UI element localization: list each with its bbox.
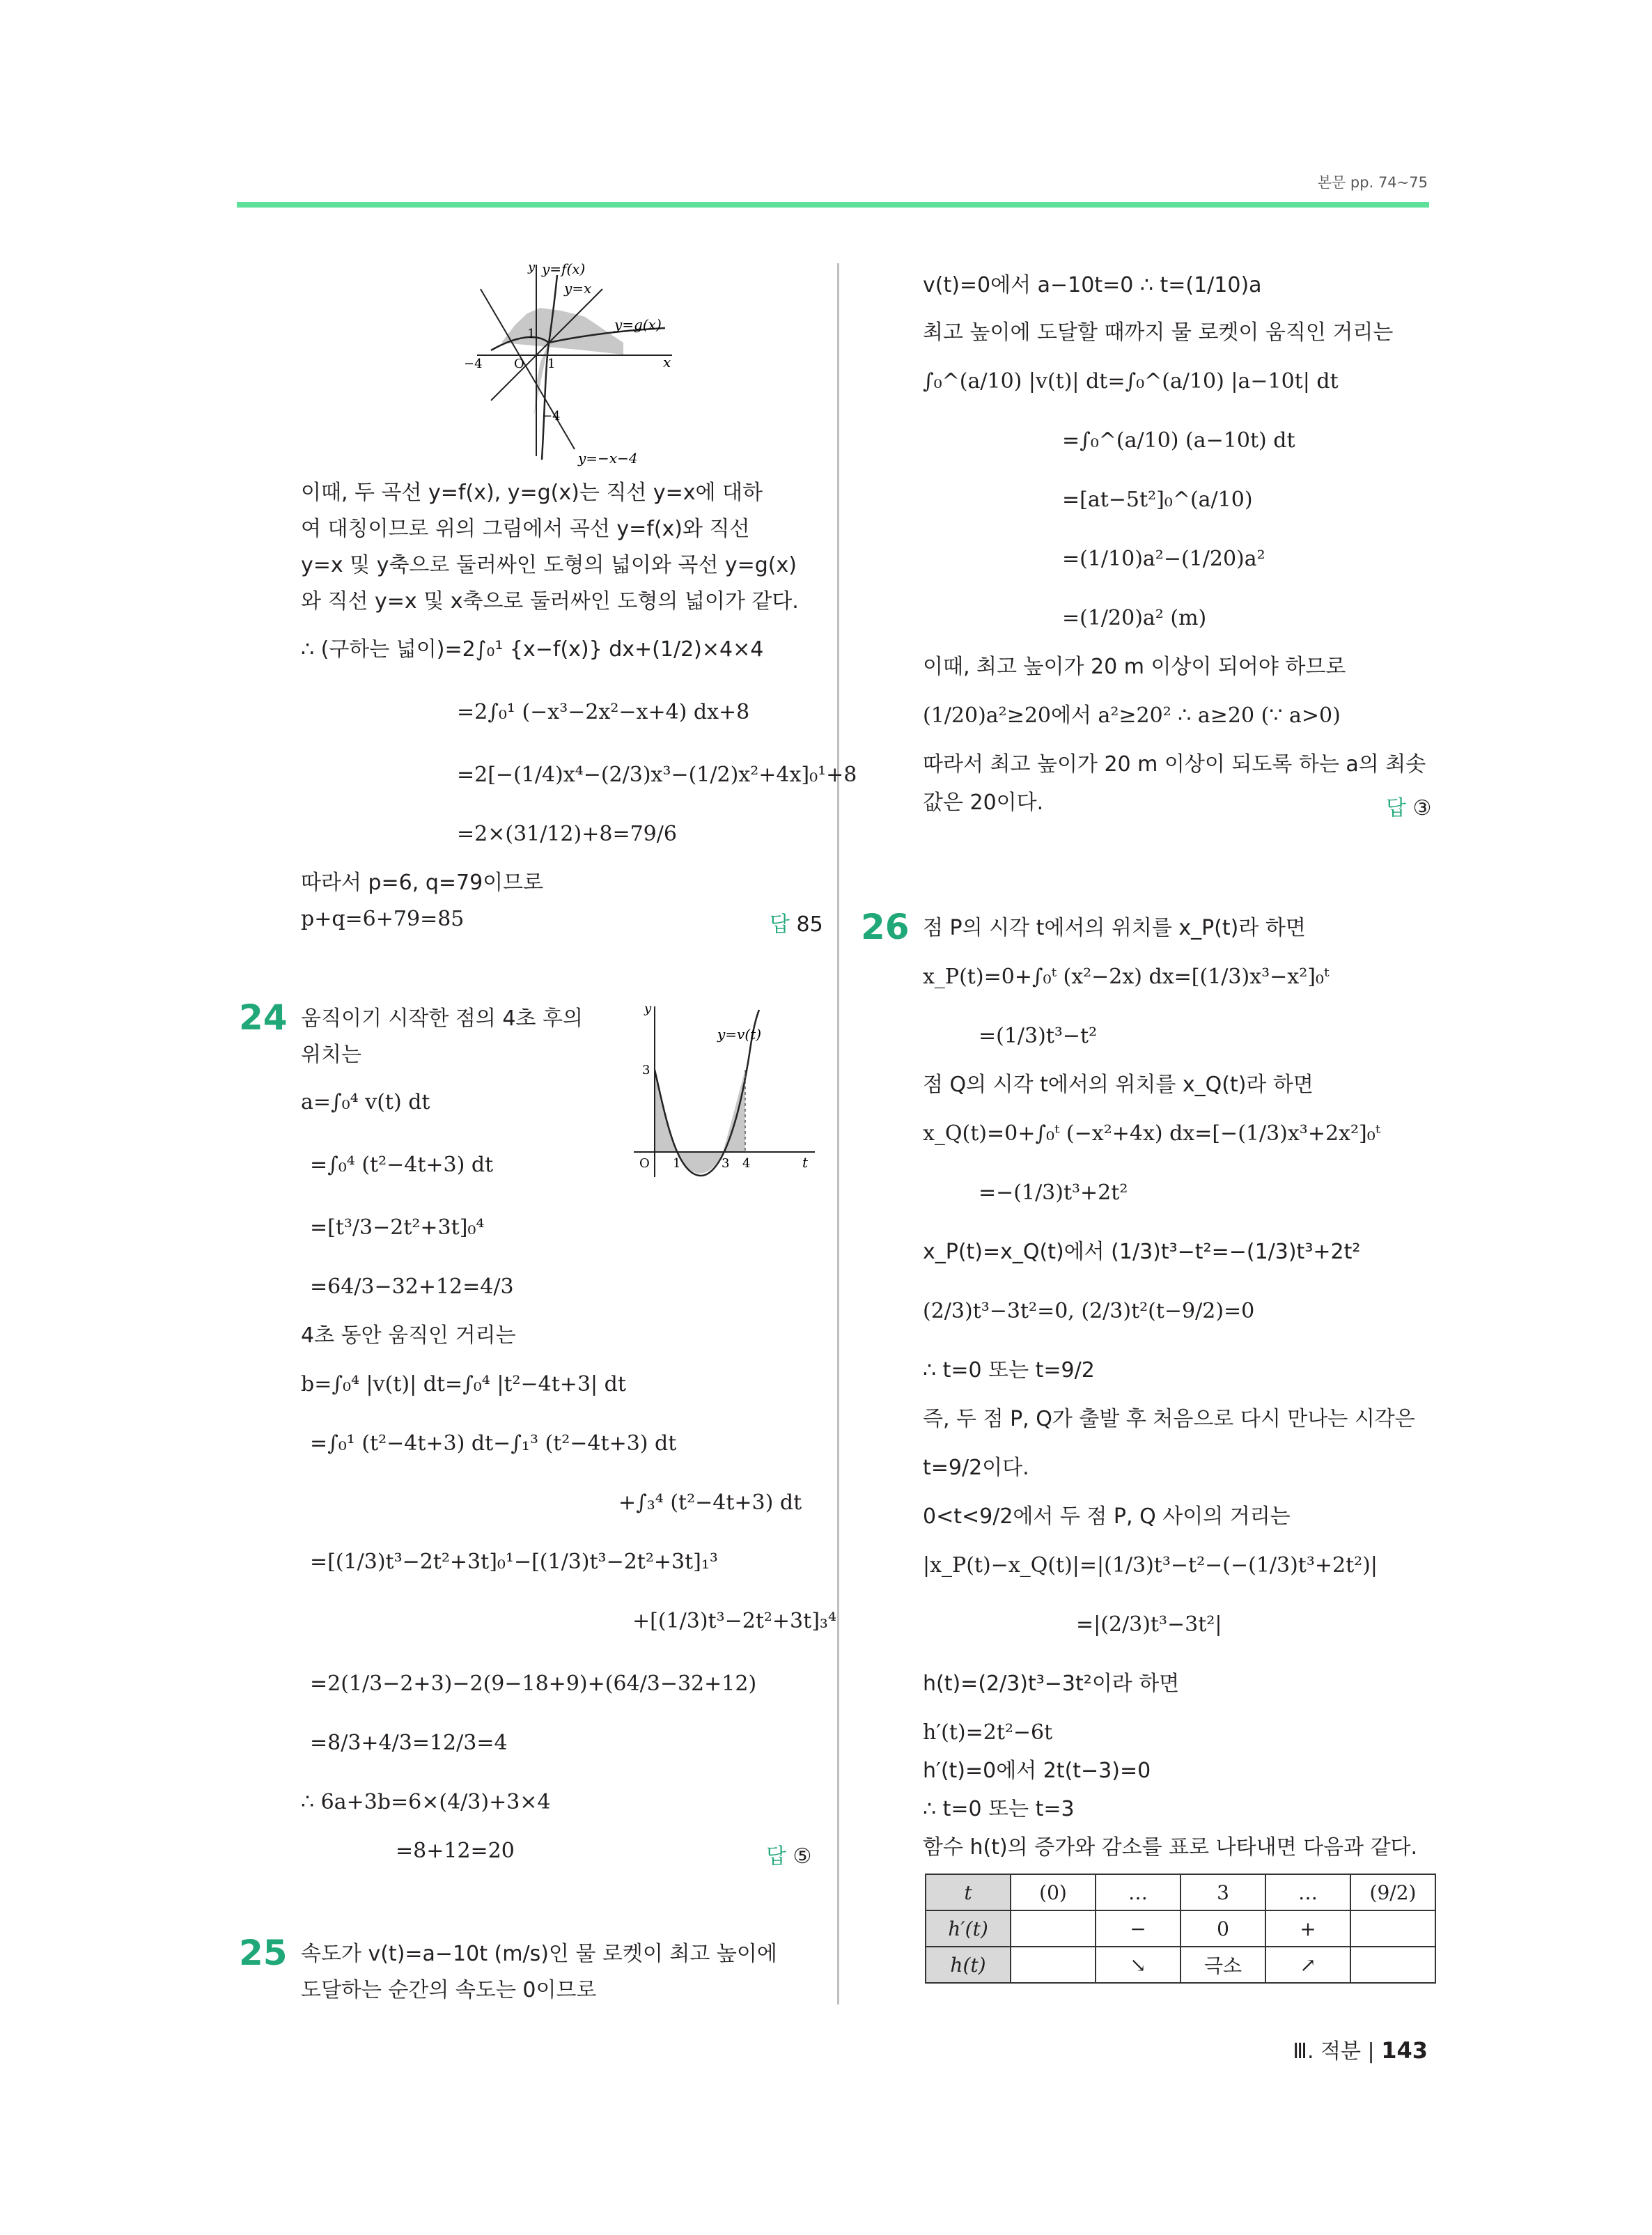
page-reference: 본문 pp. 74~75 [1317, 174, 1428, 191]
answer-24-value: ⑤ [793, 1844, 812, 1869]
table-cell: ↘ [1096, 1947, 1180, 1983]
q26-line-11: t=9/2이다. [923, 1456, 1029, 1480]
fig2-three-label: 3 [642, 1063, 650, 1077]
q25-line-2: 도달하는 순간의 속도는 0이므로 [301, 1978, 597, 2002]
answer-25 [1386, 791, 1431, 821]
right-line-6: =(1/10)a²−(1/20)a² [1062, 547, 1265, 571]
q24-line-1: 움직이기 시작한 점의 4초 후의 [301, 1006, 583, 1031]
q24-line-4: =∫₀⁴ (t²−4t+3) dt [310, 1153, 494, 1177]
right-line-10: 따라서 최고 높이가 20 m 이상이 되도록 하는 a의 최솟 [923, 752, 1426, 777]
q26-line-19: 함수 h(t)의 증가와 감소를 표로 나타내면 다음과 같다. [923, 1835, 1418, 1860]
column-divider [837, 263, 839, 2004]
fig2-t3-label: 3 [722, 1156, 730, 1171]
q24-line-15: ∴ 6a+3b=6×(4/3)+3×4 [301, 1790, 551, 1814]
header-rule [237, 202, 1429, 208]
answer-24 [766, 1839, 811, 1869]
right-line-7: =(1/20)a² (m) [1062, 606, 1207, 630]
left-line-7: =2[−(1/4)x⁴−(2/3)x³−(1/2)x²+4x]₀¹+8 [457, 763, 857, 787]
right-line-5: =[at−5t²]₀^(a/10) [1062, 488, 1253, 512]
q26-line-6: =−(1/3)t³+2t² [979, 1181, 1128, 1205]
q24-line-12: +[(1/3)t³−2t²+3t]₃⁴ [632, 1609, 836, 1633]
table-cell: − [1096, 1910, 1180, 1947]
table-cell: h′(t) [926, 1910, 1011, 1947]
fig2-y-label: y [644, 1003, 652, 1016]
fig1-yx-label: y=x [564, 280, 592, 297]
fig1-gx-label: y=g(x) [614, 316, 662, 333]
fig1-line-label: y=−x−4 [578, 450, 638, 467]
fig2-curve-label: y=v(t) [717, 1026, 761, 1043]
table-cell: (0) [1011, 1874, 1096, 1910]
q24-line-5: =[t³/3−2t²+3t]₀⁴ [310, 1215, 485, 1240]
q26-line-15: h(t)=(2/3)t³−3t²이라 하면 [923, 1672, 1180, 1696]
fig1-origin-label: O [514, 357, 524, 371]
left-line-8: =2×(31/12)+8=79/6 [457, 822, 677, 846]
left-line-1: 이때, 두 곡선 y=f(x), y=g(x)는 직선 y=x에 대하 [301, 481, 763, 505]
table-cell: 극소 [1180, 1947, 1265, 1983]
q24-line-10: +∫₃⁴ (t²−4t+3) dt [618, 1490, 802, 1515]
right-line-3: ∫₀^(a/10) |v(t)| dt=∫₀^(a/10) |a−10t| dt [923, 369, 1339, 394]
table-cell: + [1265, 1910, 1350, 1947]
question-number-26: 26 [861, 907, 910, 947]
table-cell [1011, 1947, 1096, 1983]
footer-section: Ⅲ. 적분 [1293, 2039, 1361, 2064]
q24-line-9: =∫₀¹ (t²−4t+3) dt−∫₁³ (t²−4t+3) dt [310, 1431, 677, 1456]
q24-line-3: a=∫₀⁴ v(t) dt [301, 1090, 430, 1114]
left-line-10: p+q=6+79=85 [301, 907, 465, 931]
question-number-25: 25 [239, 1933, 288, 1973]
table-cell: t [926, 1874, 1011, 1910]
fig1-x-label: x [663, 354, 671, 371]
q26-line-1: 점 P의 시각 t에서의 위치를 x_P(t)라 하면 [923, 916, 1306, 940]
q24-line-6: =64/3−32+12=4/3 [310, 1275, 514, 1299]
table-cell [1350, 1947, 1435, 1983]
left-line-3: y=x 및 y축으로 둘러싸인 도형의 넓이와 곡선 y=g(x) [301, 553, 797, 577]
left-line-2: 여 대칭이므로 위의 그림에서 곡선 y=f(x)와 직선 [301, 517, 750, 541]
fig1-y-label: y [528, 261, 536, 274]
right-line-8: 이때, 최고 높이가 20 m 이상이 되어야 하므로 [923, 655, 1346, 679]
q24-line-8: b=∫₀⁴ |v(t)| dt=∫₀⁴ |t²−4t+3| dt [301, 1372, 626, 1396]
q24-line-11: =[(1/3)t³−2t²+3t]₀¹−[(1/3)t³−2t²+3t]₁³ [310, 1550, 718, 1574]
figure-fg-graph [425, 261, 703, 470]
shaded-area-3-4 [723, 1070, 745, 1152]
table-cell: … [1096, 1874, 1180, 1910]
shaded-region-left [501, 308, 623, 355]
fig2-t4-label: 4 [742, 1156, 751, 1171]
q24-line-14: =8/3+4/3=12/3=4 [310, 1731, 508, 1755]
q26-line-10: 즉, 두 점 P, Q가 출발 후 처음으로 다시 만나는 시각은 [923, 1407, 1415, 1431]
table-cell [1350, 1910, 1435, 1947]
q25-line-1: 속도가 v(t)=a−10t (m/s)인 물 로켓이 최고 높이에 [301, 1942, 777, 1966]
fig2-origin-label: O [639, 1156, 650, 1171]
question-number-24: 24 [239, 997, 288, 1038]
table-cell: ↗ [1265, 1947, 1350, 1983]
q26-line-17: h′(t)=0에서 2t(t−3)=0 [923, 1759, 1151, 1783]
answer-23-label: 답 [770, 912, 790, 937]
page-number: 143 [1381, 2037, 1428, 2064]
q26-line-3: =(1/3)t³−t² [979, 1024, 1098, 1048]
right-line-11: 값은 20이다. [923, 791, 1044, 815]
increase-decrease-table [925, 1874, 1436, 1984]
table-cell: 0 [1180, 1910, 1265, 1947]
table-cell [1011, 1910, 1096, 1947]
q26-line-13: |x_P(t)−x_Q(t)|=|(1/3)t³−t²−(−(1/3)t³+2t²)| [923, 1553, 1378, 1578]
q24-line-2: 위치는 [301, 1043, 361, 1067]
table-cell: h(t) [926, 1947, 1011, 1983]
fig1-neg4y-label: −4 [542, 409, 561, 423]
table-cell: … [1265, 1874, 1350, 1910]
right-line-2: 최고 높이에 도달할 때까지 물 로켓이 움직인 거리는 [923, 320, 1394, 345]
table-cell: (9/2) [1350, 1874, 1435, 1910]
fig1-one-y-label: 1 [527, 327, 536, 341]
q24-line-7: 4초 동안 움직인 거리는 [301, 1323, 516, 1348]
answer-25-value: ③ [1412, 796, 1432, 820]
page-footer [1293, 2034, 1428, 2064]
q26-line-8: (2/3)t³−3t²=0, (2/3)t²(t−9/2)=0 [923, 1299, 1255, 1323]
right-line-1: v(t)=0에서 a−10t=0 ∴ t=(1/10)a [923, 273, 1262, 297]
right-line-9: (1/20)a²≥20에서 a²≥20² ∴ a≥20 (∵ a>0) [923, 703, 1341, 728]
footer-separator: | [1367, 2039, 1375, 2064]
q26-line-2: x_P(t)=0+∫₀ᵗ (x²−2x) dx=[(1/3)x³−x²]₀ᵗ [923, 965, 1330, 989]
table-row [926, 1947, 1435, 1983]
q26-line-14: =|(2/3)t³−3t²| [1076, 1612, 1222, 1637]
answer-23-value: 85 [796, 912, 823, 937]
q26-line-5: x_Q(t)=0+∫₀ᵗ (−x²+4x) dx=[−(1/3)x³+2x²]₀ᵗ [923, 1121, 1381, 1146]
fig2-t1-label: 1 [673, 1156, 681, 1171]
fig1-one-x-label: 1 [547, 357, 556, 371]
q26-line-7: x_P(t)=x_Q(t)에서 (1/3)t³−t²=−(1/3)t³+2t² [923, 1240, 1361, 1264]
left-line-4: 와 직선 y=x 및 x축으로 둘러싸인 도형의 넓이가 같다. [301, 589, 799, 614]
table-row [926, 1910, 1435, 1947]
answer-24-label: 답 [766, 1844, 786, 1869]
q24-line-16: =8+12=20 [396, 1839, 515, 1863]
q26-line-18: ∴ t=0 또는 t=3 [923, 1797, 1075, 1821]
table-row [926, 1874, 1435, 1910]
q26-line-9: ∴ t=0 또는 t=9/2 [923, 1358, 1095, 1383]
answer-23 [770, 907, 823, 937]
figure-vt-graph [613, 1003, 822, 1191]
fig2-t-axis-label: t [802, 1154, 809, 1171]
answer-25-label: 답 [1386, 796, 1406, 820]
q26-line-16: h′(t)=2t²−6t [923, 1720, 1053, 1745]
q26-line-4: 점 Q의 시각 t에서의 위치를 x_Q(t)라 하면 [923, 1073, 1314, 1097]
fig1-fx-label: y=f(x) [542, 261, 586, 277]
q26-line-12: 0<t<9/2에서 두 점 P, Q 사이의 거리는 [923, 1504, 1291, 1529]
left-line-5: ∴ (구하는 넓이)=2∫₀¹ {x−f(x)} dx+(1/2)×4×4 [301, 637, 764, 662]
left-line-9: 따라서 p=6, q=79이므로 [301, 871, 544, 895]
q24-line-13: =2(1/3−2+3)−2(9−18+9)+(64/3−32+12) [310, 1672, 757, 1696]
table-cell: 3 [1180, 1874, 1265, 1910]
fig1-neg4x-label: −4 [464, 357, 483, 371]
right-line-4: =∫₀^(a/10) (a−10t) dt [1062, 428, 1295, 453]
left-line-6: =2∫₀¹ (−x³−2x²−x+4) dx+8 [457, 700, 750, 724]
